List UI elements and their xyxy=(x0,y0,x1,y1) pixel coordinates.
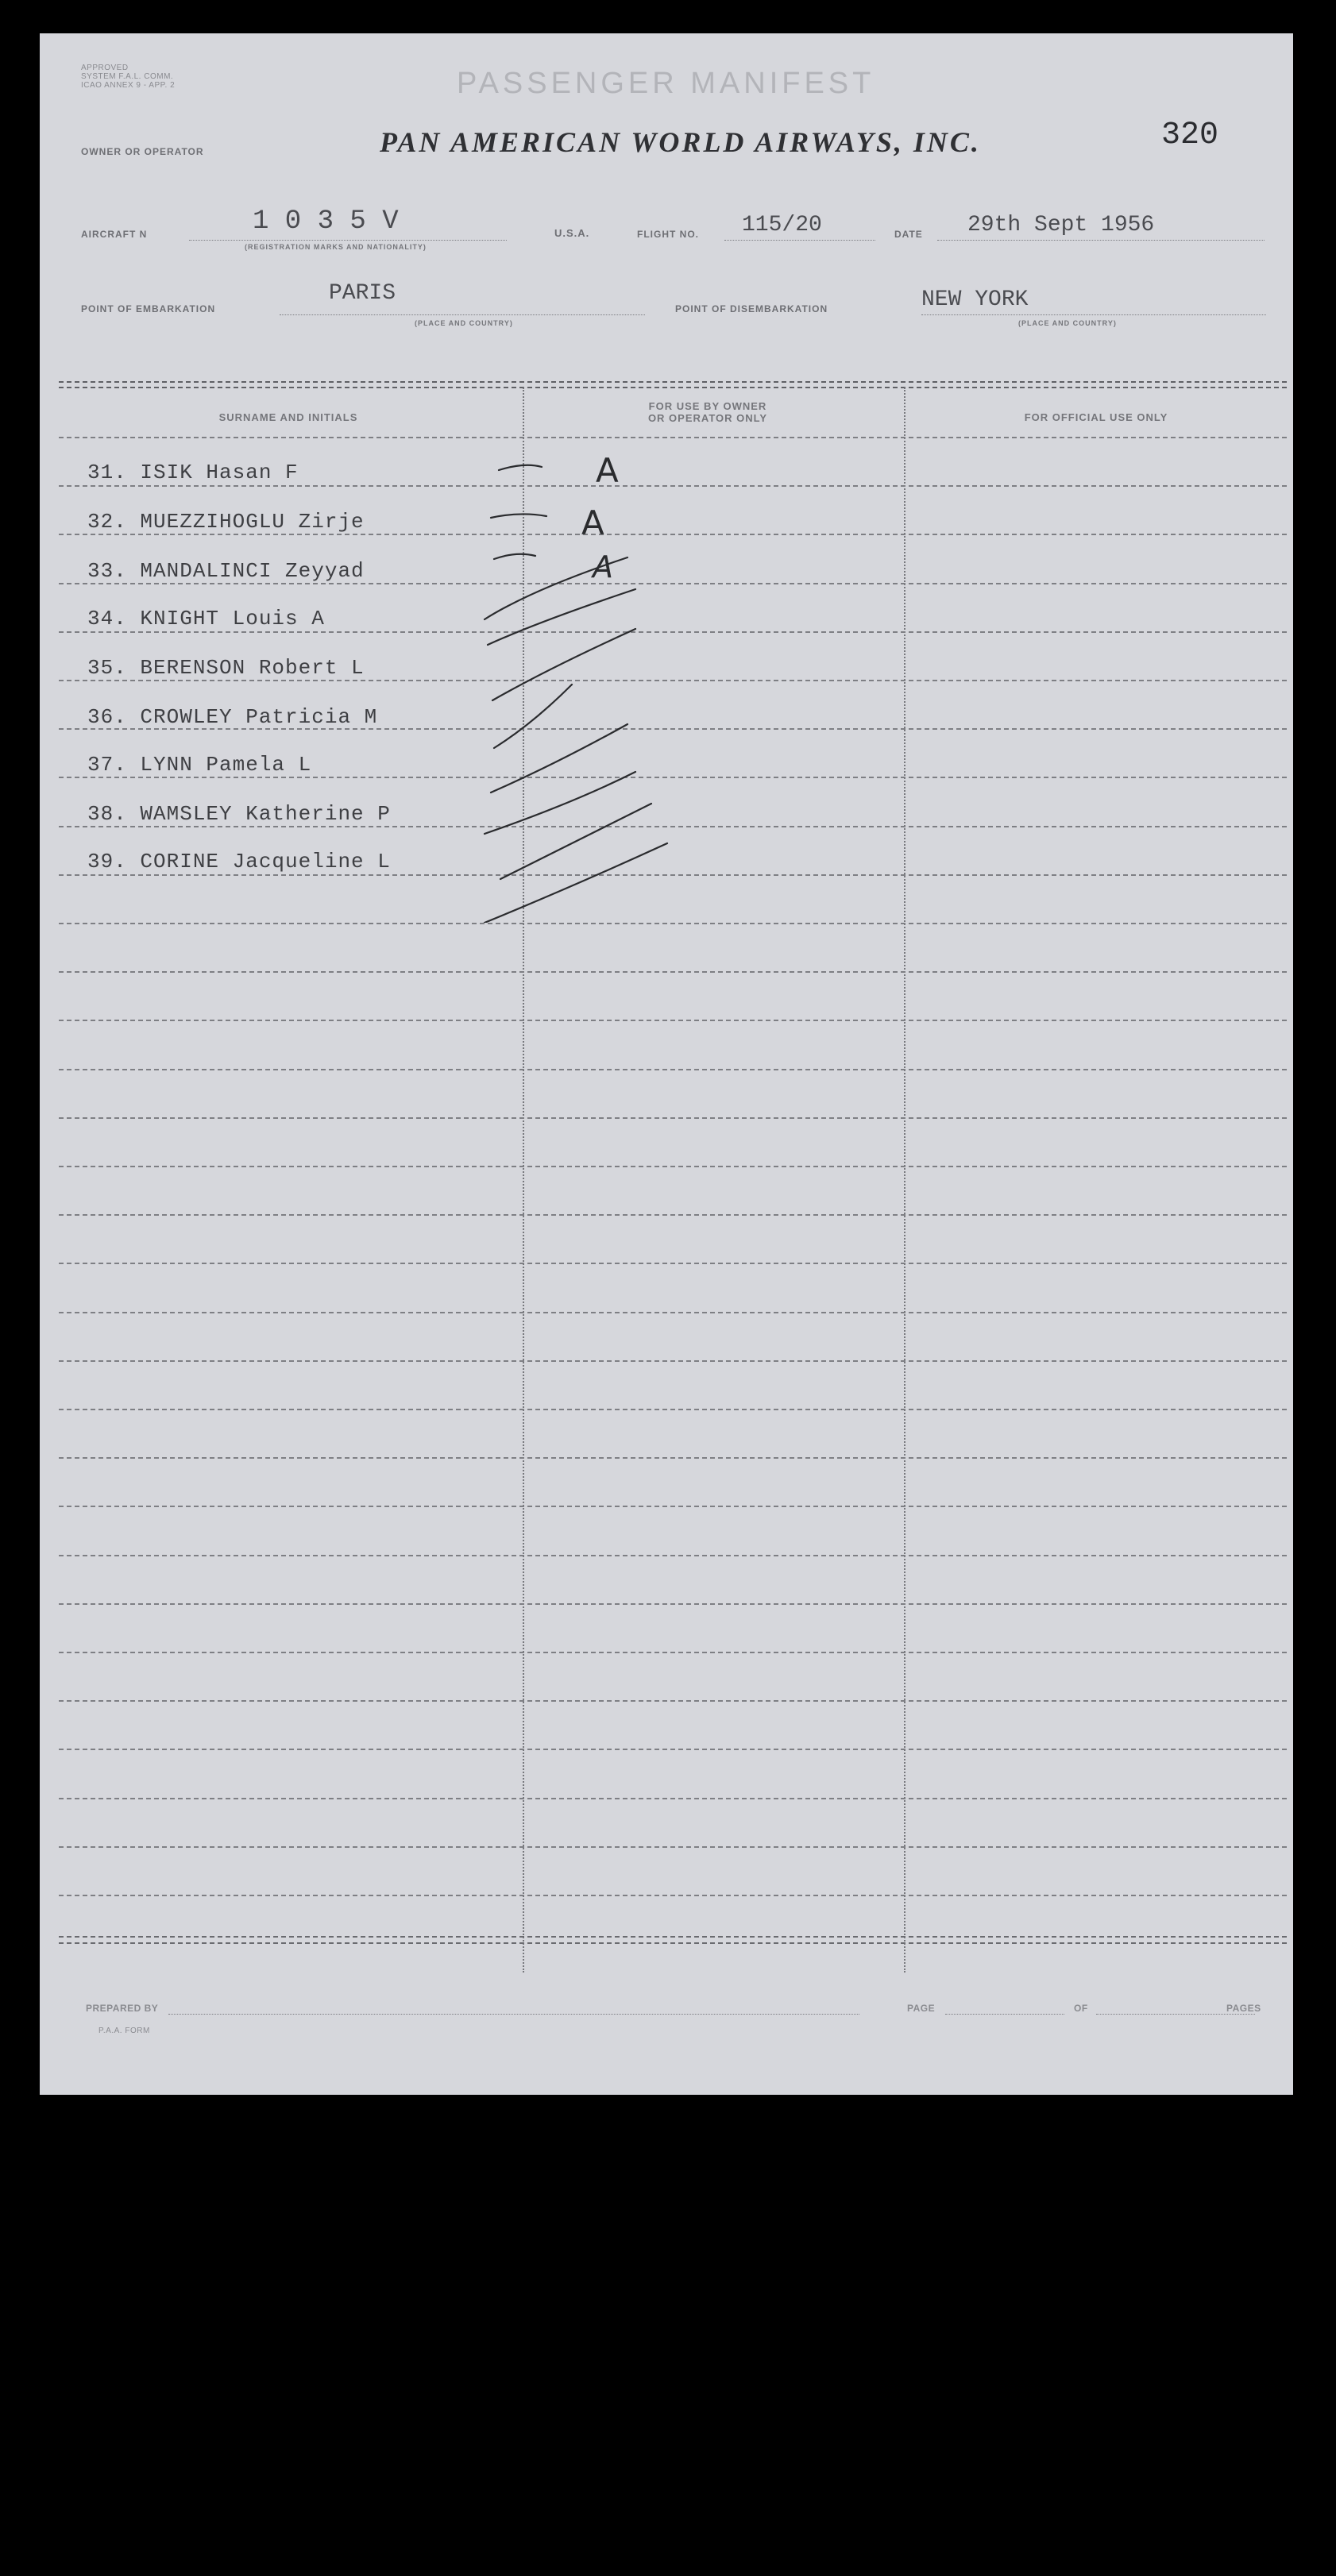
aircraft-label: AIRCRAFT N xyxy=(81,229,148,240)
passenger-row: 31. ISIK Hasan F xyxy=(87,461,299,484)
handwritten-mark: A xyxy=(581,503,604,542)
ruled-line xyxy=(59,1555,1287,1556)
disembarkation-value: NEW YORK xyxy=(921,287,1029,312)
date-label: DATE xyxy=(894,229,923,240)
approval-line: ICAO ANNEX 9 - APP. 2 xyxy=(81,81,176,90)
passenger-row: 37. LYNN Pamela L xyxy=(87,753,312,777)
tick-mark xyxy=(494,684,572,748)
form-title: PASSENGER MANIFEST xyxy=(457,67,875,100)
ruled-line xyxy=(59,1312,1287,1313)
embarkation-label: POINT OF EMBARKATION xyxy=(81,303,216,314)
ruled-line xyxy=(59,923,1287,924)
handwritten-mark: A xyxy=(596,451,619,490)
ruled-line xyxy=(59,1457,1287,1459)
tick-mark xyxy=(491,514,546,518)
page-label: PAGE xyxy=(907,2003,936,2014)
column-header-name: SURNAME AND INITIALS xyxy=(218,411,358,423)
column-header-owner-line: FOR USE BY OWNER xyxy=(648,400,767,412)
disembarkation-sublabel: (PLACE AND COUNTRY) xyxy=(1018,319,1117,327)
ruled-line xyxy=(59,1895,1287,1896)
handwritten-mark: A xyxy=(593,550,613,584)
passenger-row: 39. CORINE Jacqueline L xyxy=(87,850,391,873)
ruled-line xyxy=(59,1166,1287,1167)
embarkation-value: PARIS xyxy=(329,281,396,306)
column-header-owner xyxy=(524,400,891,424)
passenger-row: 36. CROWLEY Patricia M xyxy=(87,705,378,729)
owner-label: OWNER OR OPERATOR xyxy=(81,146,204,157)
tick-mark xyxy=(494,554,535,559)
ruled-line xyxy=(59,971,1287,973)
ruled-line xyxy=(59,1846,1287,1848)
tick-mark xyxy=(485,843,667,923)
column-divider xyxy=(904,388,905,1972)
ruled-line xyxy=(59,1020,1287,1021)
flight-value: 115/20 xyxy=(742,213,822,237)
ruled-line xyxy=(59,1603,1287,1605)
pages-label: PAGES xyxy=(1226,2003,1261,2014)
tick-mark xyxy=(499,465,542,470)
ruled-line xyxy=(59,1360,1287,1362)
tick-mark xyxy=(488,589,635,645)
tick-mark xyxy=(492,629,635,700)
flight-label: FLIGHT NO. xyxy=(637,229,699,240)
ruled-line xyxy=(59,1117,1287,1119)
ruled-line xyxy=(59,1409,1287,1410)
ruled-line xyxy=(59,1652,1287,1653)
passenger-row: 34. KNIGHT Louis A xyxy=(87,607,325,631)
ruled-line xyxy=(59,1700,1287,1702)
approval-line: APPROVED xyxy=(81,64,129,72)
approval-line: SYSTEM F.A.L. COMM. xyxy=(81,72,174,81)
manifest-sheet xyxy=(40,33,1293,2095)
passenger-row: 38. WAMSLEY Katherine P xyxy=(87,802,391,826)
usa-label: U.S.A. xyxy=(554,227,590,239)
ruled-line xyxy=(59,1798,1287,1799)
date-value: 29th Sept 1956 xyxy=(967,213,1155,237)
aircraft-value: 1 0 3 5 V xyxy=(253,206,399,237)
passenger-row: 32. MUEZZIHOGLU Zirje xyxy=(87,510,365,534)
passenger-row: 35. BERENSON Robert L xyxy=(87,656,365,680)
page-number: 320 xyxy=(1161,118,1219,153)
of-label: OF xyxy=(1074,2003,1088,2014)
prepared-by-label: PREPARED BY xyxy=(86,2003,159,2014)
tick-mark xyxy=(491,724,627,792)
disembarkation-label: POINT OF DISEMBARKATION xyxy=(675,303,828,314)
owner-value: PAN AMERICAN WORLD AIRWAYS, INC. xyxy=(380,126,981,158)
form-code: P.A.A. FORM xyxy=(98,2026,150,2035)
tick-mark xyxy=(500,804,651,879)
tick-mark xyxy=(485,772,635,834)
column-header-official: FOR OFFICIAL USE ONLY xyxy=(1024,411,1168,423)
aircraft-sublabel: (REGISTRATION MARKS AND NATIONALITY) xyxy=(245,243,427,251)
column-header-owner-line: OR OPERATOR ONLY xyxy=(647,412,768,424)
ruled-line xyxy=(59,1506,1287,1507)
embarkation-sublabel: (PLACE AND COUNTRY) xyxy=(415,319,513,327)
ruled-line xyxy=(59,1263,1287,1264)
ruled-line xyxy=(59,1214,1287,1216)
passenger-row: 33. MANDALINCI Zeyyad xyxy=(87,559,365,583)
approval-block xyxy=(81,64,175,90)
ruled-line xyxy=(59,1069,1287,1070)
handwritten-checkmarks xyxy=(453,430,707,923)
ruled-line xyxy=(59,1749,1287,1750)
